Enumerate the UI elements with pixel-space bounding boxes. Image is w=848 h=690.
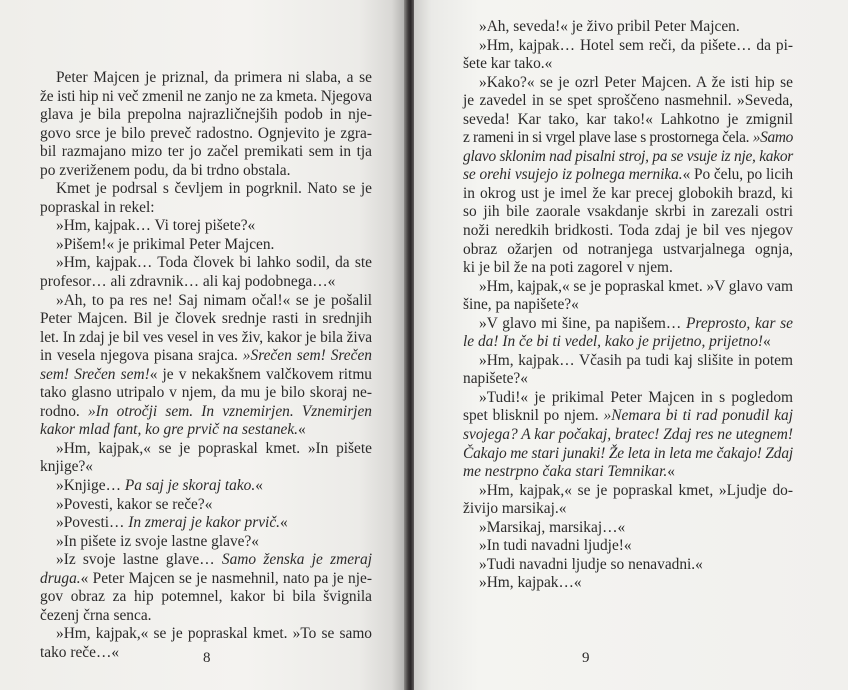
italic-text: me nestrpno čaka stari Temnikar. xyxy=(463,463,668,481)
text-line xyxy=(463,296,793,315)
text-run: »Hm, kajpak… Toda človek bi lahko sodil, da ste xyxy=(56,254,372,272)
text-line xyxy=(40,458,372,477)
text-line xyxy=(40,533,372,552)
text-run: so jih bile zaorale vsakdanje skrbi in zarezali ostri xyxy=(463,203,793,221)
text-line xyxy=(40,143,372,162)
text-line xyxy=(40,329,372,348)
text-line xyxy=(463,148,793,167)
text-run: šine, pa napišete?« xyxy=(463,296,579,314)
italic-text: Pa saj je skoraj tako. xyxy=(124,477,256,495)
text-run: »Povesti… xyxy=(56,514,129,532)
italic-text: »Nemara bi ti rad ponudil kaj xyxy=(603,407,794,425)
text-run: »Iz svoje lastne glave… xyxy=(56,551,222,569)
text-line xyxy=(463,352,793,371)
text-run: tako glasno utripalo v njem, da mu je bilo skoraj ne- xyxy=(40,384,372,402)
italic-text: le da! In če bi ti vedel, kako je prijetno, prijetno! xyxy=(463,333,764,351)
text-line xyxy=(40,292,372,311)
text-line xyxy=(40,588,372,607)
italic-text: druga. xyxy=(40,569,81,587)
text-line xyxy=(40,347,372,366)
text-run: rodno. xyxy=(40,402,88,420)
left-page xyxy=(0,0,408,690)
text-line xyxy=(463,519,793,538)
text-line xyxy=(40,273,372,292)
text-run: Peter Majcen je priznal, da primera ni slaba, a se xyxy=(56,69,372,86)
text-run: « je v nekakšnem valčkovem ritmu xyxy=(149,365,372,383)
text-line xyxy=(40,236,372,255)
right-page xyxy=(414,0,848,690)
text-line xyxy=(463,37,793,56)
text-run: »Hm, kajpak,« se je popraskal kmet. »V glavo vam xyxy=(479,277,793,295)
text-line xyxy=(40,403,372,422)
italic-text: »In otročji sem. In vznemirjen. Vznemirjen xyxy=(87,402,372,420)
text-run: in vesela njegova pisana srajca. xyxy=(40,347,243,365)
text-line xyxy=(40,106,372,125)
italic-text: glavo sklonim nad pisalni stroj, pa se vsuje iz nje, kakor xyxy=(463,147,793,165)
text-run: popraskal in rekel: xyxy=(40,198,155,216)
text-run: « xyxy=(667,463,675,481)
text-line xyxy=(463,18,793,37)
italic-text: se orehi vsujejo iz polnega mernika. xyxy=(463,166,683,184)
page-number-right: 9 xyxy=(582,650,590,666)
text-run: »Kako?« se je ozrl Peter Majcen. A že isti hip se xyxy=(479,73,793,91)
text-line xyxy=(463,482,793,501)
text-run: »Tudi!« je prikimal Peter Majcen in s pogledom xyxy=(479,388,793,406)
text-line xyxy=(40,384,372,403)
text-line xyxy=(40,496,372,515)
text-run: napišete?« xyxy=(463,370,528,388)
text-line xyxy=(463,203,793,222)
text-run: »Knjige… xyxy=(56,477,125,495)
text-line xyxy=(40,125,372,144)
text-run: bil razmajano mizo ter jo začel premikati sem in tja xyxy=(40,143,372,161)
text-run: noži neredkih bridkosti. Toda zdaj je bil ves njegov xyxy=(463,222,793,240)
text-line xyxy=(463,129,793,148)
text-run: »Ah, seveda!« je živo pribil Peter Majcen. xyxy=(479,18,740,35)
italic-text: In zmeraj je kakor prvič. xyxy=(128,514,280,532)
text-run: »Pišem!« je prikimal Peter Majcen. xyxy=(56,235,275,253)
text-line xyxy=(40,625,372,644)
text-run: »Hm, kajpak,« se je popraskal kmet. »In pišete xyxy=(56,439,372,457)
text-run: profesor… ali zdravnik… ali kaj podobnega…« xyxy=(40,273,336,291)
italic-text: Čakajo me stari junaki! Že leta in leta me čakajo! Zdaj xyxy=(463,444,793,462)
text-run: « xyxy=(280,514,288,532)
text-run: šete kar tako.« xyxy=(463,55,553,73)
text-run: « Po čelu, po licih xyxy=(682,166,793,184)
text-run: let. In zdaj je bil ves vesel in ves živ, kakor je bila živa xyxy=(40,328,372,346)
italic-text: »Srečen sem! Srečen xyxy=(242,347,372,365)
text-run: je zavedel in se spet sproščeno nasmehnil. »Seveda, xyxy=(463,92,793,110)
text-line xyxy=(40,180,372,199)
text-run: govo srce je bilo preveč radostno. Ognjevito je zgra- xyxy=(40,124,372,142)
text-line xyxy=(463,500,793,519)
right-page-text xyxy=(463,18,793,593)
text-run: »Hm, kajpak,« se je popraskal kmet, »Ljudje do- xyxy=(479,481,793,499)
text-line xyxy=(463,463,793,482)
text-line xyxy=(463,389,793,408)
italic-text: svojega? A kar počakaj, bratec! Zdaj res ne utegnem! xyxy=(463,426,793,444)
text-line xyxy=(40,421,372,440)
left-page-text xyxy=(40,69,372,663)
page-number-left: 8 xyxy=(203,650,211,666)
italic-text: »Samo xyxy=(752,129,794,147)
text-run: »In tudi navadni ljudje!« xyxy=(479,537,632,555)
text-line xyxy=(463,259,793,278)
text-run: « xyxy=(298,421,306,439)
text-line xyxy=(40,570,372,589)
text-run: seveda! Kar tako, kar tako!« Lahkotno je zmignil xyxy=(463,110,793,128)
text-run: »Hm, kajpak… Vi torej pišete?« xyxy=(56,217,256,235)
text-run: »Hm, kajpak… Hotel sem reči, da pišete… da pi- xyxy=(479,36,793,54)
text-run: »Tudi navadni ljudje so nenavadni.« xyxy=(479,555,703,573)
text-run: gov obraz za hip potemnel, kakor bi bila švignila xyxy=(40,588,372,606)
text-line xyxy=(40,88,372,107)
text-run: »Marsikaj, marsikaj…« xyxy=(479,518,626,536)
text-line xyxy=(40,607,372,626)
text-run: živijo marsikaj.« xyxy=(463,500,567,518)
text-line xyxy=(463,370,793,389)
text-run: »V glavo mi šine, pa napišem… xyxy=(479,314,686,332)
text-line xyxy=(463,574,793,593)
text-line xyxy=(463,241,793,260)
text-line xyxy=(40,366,372,385)
text-line xyxy=(463,315,793,334)
text-run: Peter Majcen. Bil je človek srednje rasti in srednjih xyxy=(40,310,372,328)
text-line xyxy=(40,199,372,218)
text-line xyxy=(40,440,372,459)
text-line xyxy=(463,407,793,426)
text-run: tako reče…« xyxy=(40,643,120,661)
text-line xyxy=(463,278,793,297)
text-line xyxy=(40,254,372,273)
text-run: »Hm, kajpak,« se je popraskal kmet. »To se samo xyxy=(56,625,372,643)
text-line xyxy=(40,69,372,88)
text-run: glava je bila prepolna najrazličnejših podob in nje- xyxy=(40,106,372,124)
text-line xyxy=(463,166,793,185)
text-run: »Hm, kajpak… Včasih pa tudi kaj slišite in potem xyxy=(479,351,793,369)
text-line xyxy=(463,445,793,464)
text-run: z rameni in si vrgel plave lase s prostornega čela. xyxy=(463,129,753,147)
text-run: spet blisknil po njem. xyxy=(463,407,604,425)
text-line xyxy=(40,477,372,496)
text-line xyxy=(463,333,793,352)
text-line xyxy=(40,217,372,236)
text-line xyxy=(463,74,793,93)
text-line xyxy=(40,514,372,533)
text-line xyxy=(463,111,793,130)
text-run: knjige?« xyxy=(40,458,93,476)
text-run: »In pišete iz svoje lastne glave?« xyxy=(56,532,260,550)
text-run: in okrog ust je imel že kar precej globokih brazd, ki xyxy=(463,184,793,202)
text-run: Kmet je podrsal s čevljem in pogrknil. Nato se je xyxy=(56,180,372,198)
text-line xyxy=(463,92,793,111)
text-run: po zveriženem podu, da bi trdno obstala. xyxy=(40,161,291,179)
italic-text: Samo ženska je zmeraj xyxy=(221,551,372,569)
text-run: « xyxy=(763,333,771,351)
text-line xyxy=(463,55,793,74)
text-line xyxy=(463,222,793,241)
text-run: « Peter Majcen se je nasmehnil, nato pa je nje- xyxy=(80,569,372,587)
text-run: obraz ožarjen od notranjega ustvarjalnega ognja, xyxy=(463,240,793,258)
text-run: »Ah, to pa res ne! Saj nimam očal!« se je pošalil xyxy=(56,291,372,309)
text-line xyxy=(40,162,372,181)
text-line xyxy=(463,426,793,445)
text-run: ki je bil že na poti zagorel v njem. xyxy=(463,259,673,277)
text-run: »Povesti, kakor se reče?« xyxy=(56,495,213,513)
text-run: čezenj črna senca. xyxy=(40,606,152,624)
text-line xyxy=(40,310,372,329)
text-line xyxy=(463,556,793,575)
text-line xyxy=(463,537,793,556)
italic-text: Preprosto, kar se xyxy=(686,314,793,332)
italic-text: kakor mlad fant, ko gre prvič na sestanek. xyxy=(40,421,299,439)
text-run: « xyxy=(255,477,263,495)
text-run: že isti hip ni več zmenil ne zanjo ne za kmeta. Njegova xyxy=(40,87,372,105)
italic-text: sem! Srečen sem! xyxy=(40,365,150,383)
text-run: »Hm, kajpak…« xyxy=(479,574,582,592)
text-line xyxy=(40,551,372,570)
text-line xyxy=(463,185,793,204)
